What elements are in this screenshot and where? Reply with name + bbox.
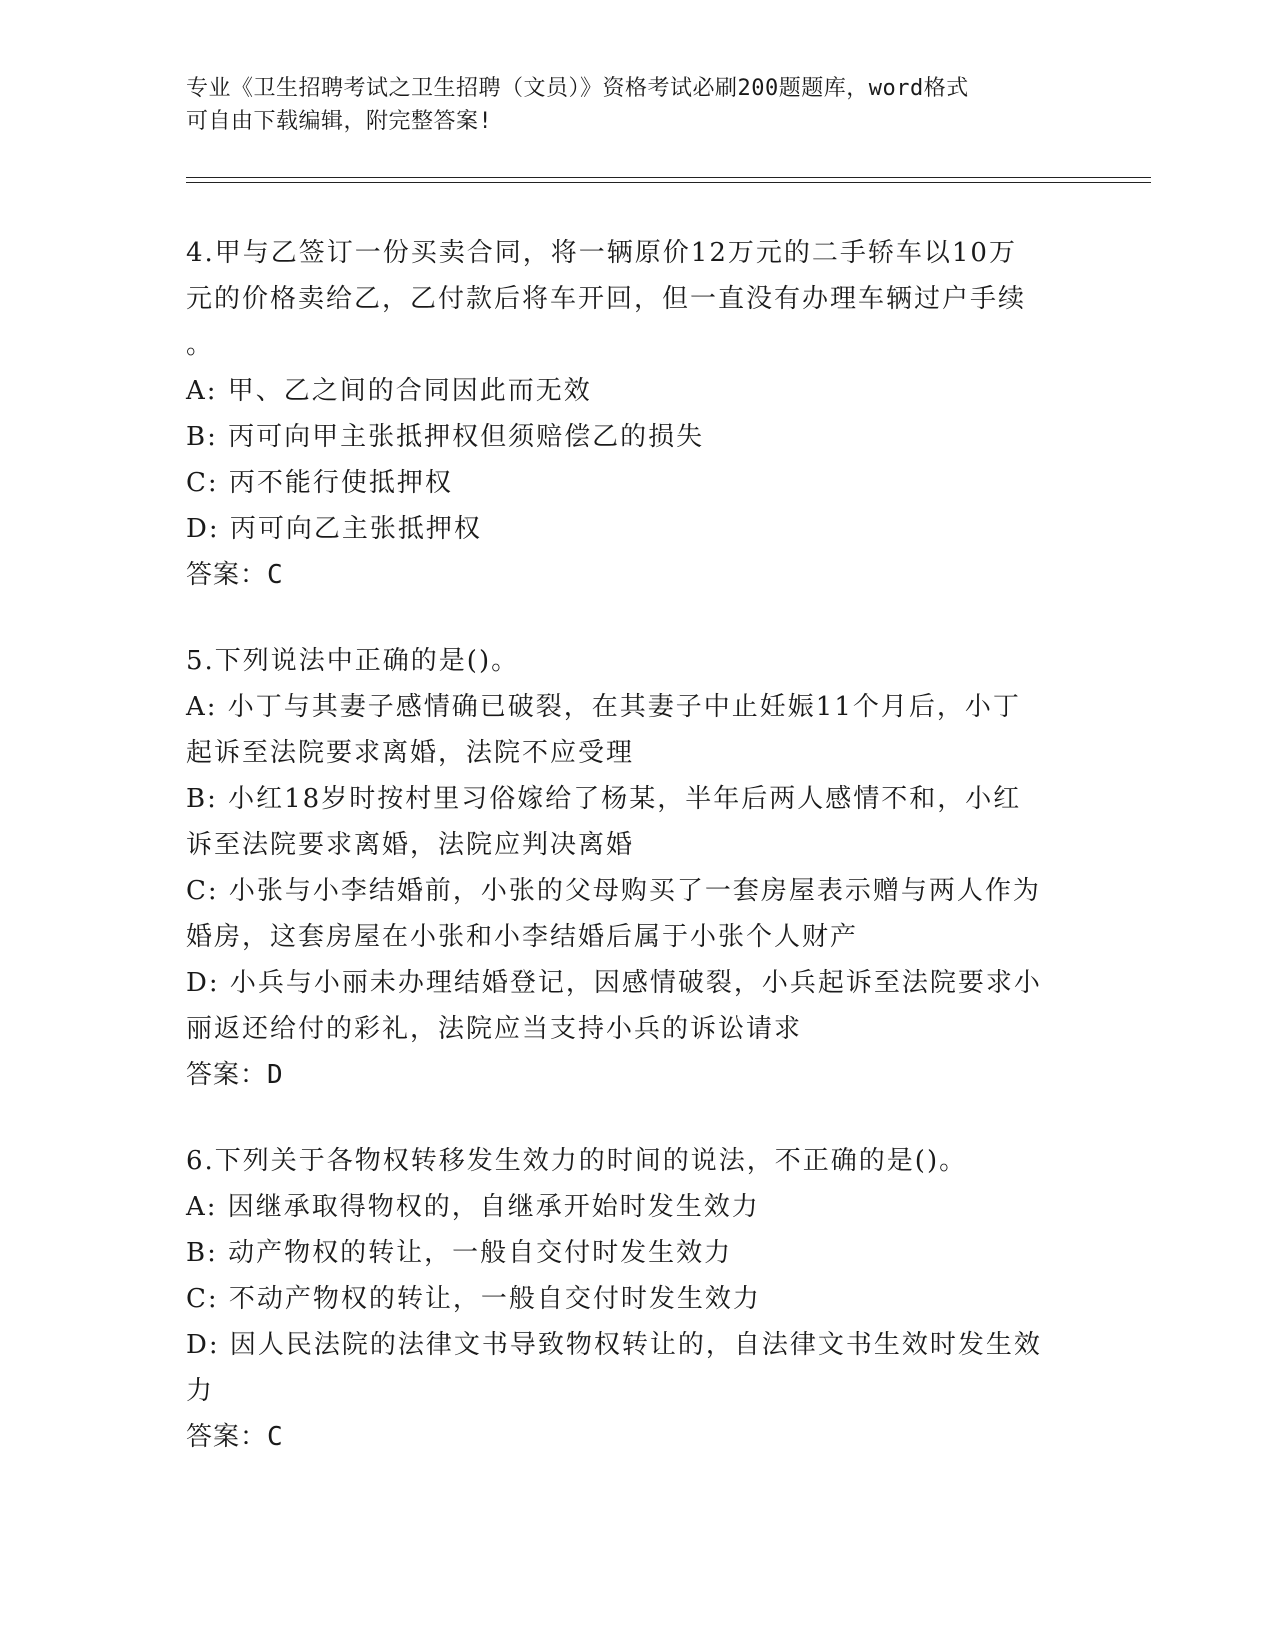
answer-label: 答案：C	[186, 560, 284, 590]
option-d: D: 小兵与小丽未办理结婚登记，因感情破裂，小兵起诉至法院要求小	[186, 968, 1042, 998]
question-5	[186, 638, 1086, 1098]
question-text-line: 4.甲与乙签订一份买卖合同，将一辆原价12万元的二手轿车以10万	[186, 238, 1017, 268]
header-line-1: 专业《卫生招聘考试之卫生招聘（文员）》资格考试必刷200题题库，word格式	[186, 76, 969, 101]
header-divider-bottom	[186, 182, 1151, 183]
question-6	[186, 1138, 1086, 1460]
header-line-2: 可自由下载编辑，附完整答案!	[186, 109, 493, 134]
option-d-continuation: 丽返还给付的彩礼，法院应当支持小兵的诉讼请求	[186, 1014, 803, 1044]
option-b-continuation: 诉至法院要求离婚，法院应判决离婚	[186, 830, 635, 860]
option-d-continuation: 力	[186, 1376, 215, 1406]
option-d: D: 因人民法院的法律文书导致物权转让的，自法律文书生效时发生效	[186, 1330, 1042, 1360]
option-d: D: 丙可向乙主张抵押权	[186, 514, 482, 544]
option-c: C: 丙不能行使抵押权	[186, 468, 453, 498]
question-4	[186, 230, 1086, 598]
answer-label: 答案：D	[186, 1060, 284, 1090]
question-text-line: 。	[186, 330, 215, 360]
question-text-line: 元的价格卖给乙，乙付款后将车开回，但一直没有办理车辆过户手续	[186, 284, 1027, 314]
option-b: B: 小红18岁时按村里习俗嫁给了杨某，半年后两人感情不和，小红	[186, 784, 1022, 814]
header-divider-top	[186, 177, 1151, 178]
question-text-line: 5.下列说法中正确的是()。	[186, 646, 520, 676]
option-a: A: 甲、乙之间的合同因此而无效	[186, 376, 592, 406]
option-c-continuation: 婚房，这套房屋在小张和小李结婚后属于小张个人财产	[186, 922, 859, 952]
answer-label: 答案：C	[186, 1422, 284, 1452]
question-list	[186, 230, 1086, 1500]
option-b: B: 动产物权的转让，一般自交付时发生效力	[186, 1238, 733, 1268]
document-header	[186, 72, 1066, 138]
option-b: B: 丙可向甲主张抵押权但须赔偿乙的损失	[186, 422, 705, 452]
option-a: A: 因继承取得物权的，自继承开始时发生效力	[186, 1192, 760, 1222]
option-c: C: 不动产物权的转让，一般自交付时发生效力	[186, 1284, 761, 1314]
option-a-continuation: 起诉至法院要求离婚，法院不应受理	[186, 738, 635, 768]
option-a: A: 小丁与其妻子感情确已破裂，在其妻子中止妊娠11个月后，小丁	[186, 692, 1021, 722]
question-text-line: 6.下列关于各物权转移发生效力的时间的说法，不正确的是()。	[186, 1146, 968, 1176]
option-c: C: 小张与小李结婚前，小张的父母购买了一套房屋表示赠与两人作为	[186, 876, 1041, 906]
